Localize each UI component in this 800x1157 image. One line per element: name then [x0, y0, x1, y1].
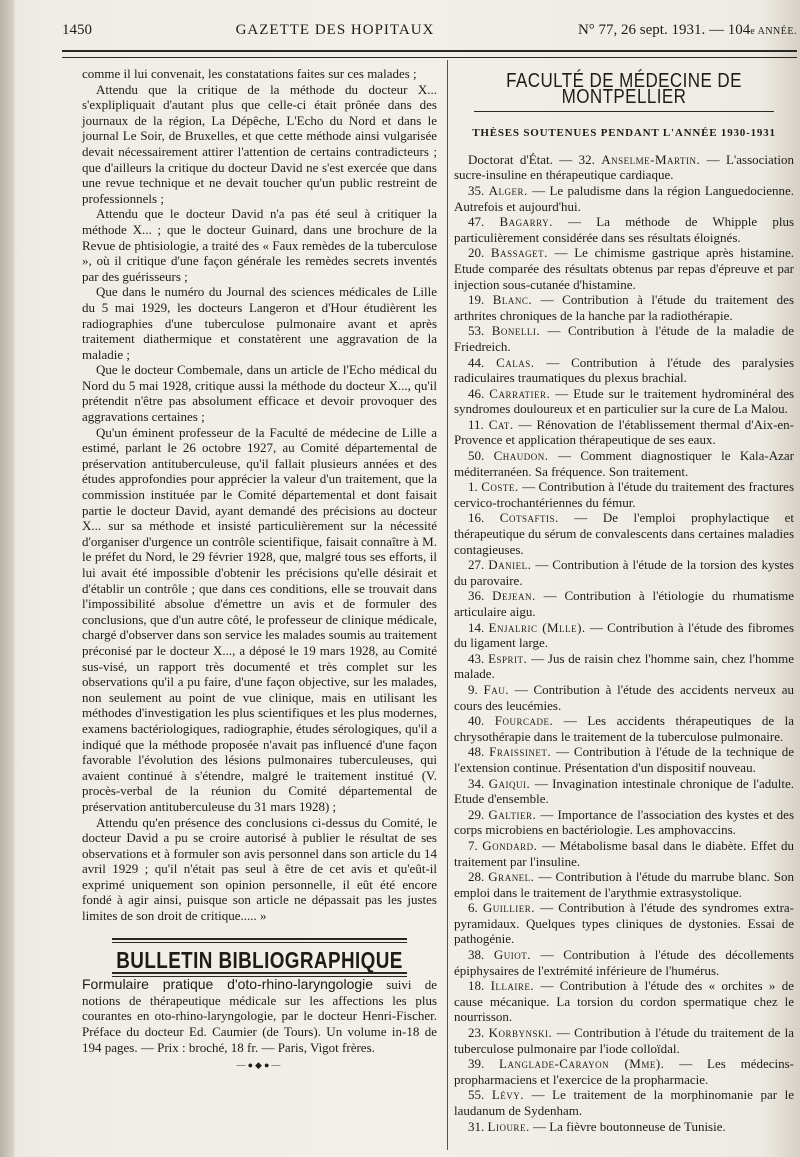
thesis-entry: [454, 479, 794, 510]
thesis-entry: [454, 1056, 794, 1087]
thesis-title-text: — Contribution à l'étude des paralysies radiculaires traumatiques du plexus brachial.: [454, 354, 794, 386]
thesis-author: Cat.: [488, 416, 514, 432]
thesis-title-text: — Rénovation de l'établissement thermal d'Aix-en-Provence et application thérapeutique de ses eaux.: [454, 416, 795, 448]
thesis-author: Lévy.: [491, 1087, 525, 1103]
left-paragraphs: [82, 66, 437, 924]
thesis-title-text: — Importance de l'association des kystes et des corps microbiens en bactériologie. Les amphovaccins.: [454, 806, 794, 838]
page-number: 1450: [62, 22, 92, 38]
thesis-title-text: — Contribution à l'étude des syndromes extra-pyramidaux. Quelques types cliniques de dystonies. Essai de pathogénie.: [454, 900, 795, 947]
thesis-entry: [454, 417, 794, 448]
thesis-title-text: — Contribution à l'étude du marrube blanc. Son emploi dans le traitement de l'arythmie extrasystolique.: [454, 869, 795, 900]
thesis-author: Blanc.: [492, 292, 533, 308]
thesis-title-text: — Le traitement de la morphinomanie par le laudanum de Sydenham.: [454, 1087, 794, 1118]
bulletin-rule: [112, 938, 407, 943]
thesis-number: Doctorat d'État. — 32.: [468, 151, 595, 167]
thesis-entry: [454, 651, 794, 682]
thesis-author: Coste.: [481, 479, 519, 495]
thesis-title-text: — Métabolisme basal dans le diabète. Effet du traitement par l'insuline.: [454, 837, 794, 869]
faculty-title: FACULTÉ DE MÉDECINE DE MONTPELLIER: [506, 70, 742, 108]
thesis-entry: [454, 869, 794, 900]
faculty-rule: [474, 111, 774, 112]
thesis-entry: [454, 183, 794, 214]
paragraph: Attendu que la critique de la méthode du docteur X... s'explipliquait d'autant plus que celle-ci était prônée dans des journaux de la région, La Dépêche, L'Echo du Nord et dans le journal Le Soir, de Bruxelles, et que cette méthode ainsi vulgarisée devait nécessairement attirer l'attention de certains contradicteurs ; que d'ailleurs la critique du docteur David ne s'est exercée que dans une revue technique et ne devait toucher qu'un public restreint de professionnels ;: [82, 81, 437, 206]
thesis-entry: [454, 1119, 794, 1135]
paragraph: Que dans le numéro du Journal des sciences médicales de Lille du 5 mai 1929, les docteurs Langeron et d'Hour étudièrent les radiographies d'une tuberculose pulmonaire avant et après traitement diathermique et constatèrent une aggravation de la maladie ;: [82, 284, 437, 362]
thesis-number: 31.: [468, 1118, 485, 1134]
issue-info: [578, 22, 797, 39]
paragraph: Attendu qu'en présence des conclusions ci-dessus du Comité, le docteur David a pu se croire autorisé à publier le résultat de ses observations et à formuler son avis personnel dans son article du 14 avril 1929 ; qu'il n'était pas seul à être de cet avis et qu'eût-il exprimé uniquement son opinion personnelle, il eût été encore fondé à agir ainsi, puisque son article ne dépassait pas les justes limites de son droit de critique..... »: [82, 814, 437, 924]
thesis-number: 23.: [468, 1025, 485, 1041]
thesis-entry: [454, 510, 794, 557]
thesis-author: Korbynski.: [488, 1025, 553, 1041]
thesis-number: 14.: [468, 619, 485, 635]
thesis-title-text: — La fièvre boutonneuse de Tunisie.: [532, 1118, 726, 1134]
book-description: suivi de notions de thérapeutique médicale sur les affections les plus courantes en oto-rhino-laryngologie, par le docteur Henri-Fischer. Préface du docteur Ed. Caumier (de Tours). Un volume in-18 de 194 pages. — Prix : broché, 18 fr. — Paris, Vigot frères.: [82, 977, 437, 1055]
bulletin-title: BULLETIN BIBLIOGRAPHIQUE: [116, 946, 403, 973]
thesis-author: Fau.: [483, 681, 509, 697]
thesis-title-text: — Etude sur le traitement hydrominéral des syndromes douloureux et en particulier sur la cure de La Malou.: [454, 385, 795, 417]
thesis-title-text: — Les accidents thérapeutiques de la chrysothérapie dans le traitement de la tuberculose pulmonaire.: [454, 713, 795, 744]
thesis-number: 27.: [468, 557, 485, 573]
thesis-number: 16.: [468, 510, 485, 526]
paragraph: Qu'un éminent professeur de la Faculté de médecine de Lille a estimé, parlant le 26 octobre 1927, au Comité départemental de préservation antituberculeuse, qu'il fallait plusieurs années et des études approfondies pour apprécier la valeur d'un traitement, que la commission instituée par le Comité départemental et dont faisait partie le docteur David, ayant demandé des précisions au docteur X... sur sa méthode et insisté particulièrement sur la nécessité d'organiser d'urgence un contrôle scientifique, faisait connaître à M. le préfet du Nord, le 29 février 1928, que, malgré tous ses efforts, il lui avait été impossible d'obtenir les précisions qu'elle désirait et d'établir un contrôle ; que dans ces conditions, elle se trouvait dans l'impossibilité absolue d'émettre un avis et de formuler des conclusions, que d'un autre côté, le professeur de clinique médicale, chargé d'observer dans son service les malades soumis au traitement préconisé par le docteur X..., a déposé le 19 mars 1928, au Comité sus-visé, un rapport très documenté et très complet sur les observations qu'il a pu faire, d'une façon objective, sur les malades, non seulement au point de vue clinique, mais en utilisant les méthodes d'investigation les plus scientifiques et les plus modernes, examens bactériologiques, radiographie, études sérologiques, qu'il a indiqué que la méthode proposée n'avait pas influencé d'une façon favorable l'évolution des lésions pulmonaires tuberculeuses, qui avaient continué à s'étendre, malgré le traitement institué (V. procès-verbal de la réunion du Comité départemental de préservation antituberculeuse du 31 mars 1928) ;: [82, 424, 437, 814]
thesis-entry: [454, 245, 794, 292]
thesis-author: Bagarry.: [499, 214, 553, 230]
thesis-author: Langlade-Carayon (Mme).: [499, 1056, 665, 1072]
right-column: [454, 66, 794, 1134]
thesis-entry: [454, 978, 794, 1025]
thesis-author: Guiot.: [493, 947, 532, 963]
thesis-number: 19.: [468, 292, 485, 308]
thesis-title-text: — Contribution à l'étude de la technique de l'extension continue. Présentation d'un dispositif nouveau.: [454, 744, 795, 775]
page-header: [62, 22, 797, 48]
binding-edge: [0, 0, 14, 1157]
issue-main: N° 77, 26 sept. 1931. — 104: [577, 22, 751, 38]
thesis-title-text: — Comment diagnostiquer le Kala-Azar méditerranéen. Sa fréquence. Son traitement.: [454, 448, 795, 479]
thesis-title-text: — Contribution à l'étude des « orchites » de cause mécanique. La torsion du cordon spermatique chez le nourrisson.: [454, 978, 795, 1025]
thesis-author: Carratier.: [489, 385, 551, 401]
thesis-entry: [454, 323, 794, 354]
thesis-title-text: — Jus de raisin chez l'homme sain, chez l'homme malade.: [454, 650, 795, 682]
thesis-entry: [454, 355, 794, 386]
paragraph: Que le docteur Combemale, dans un article de l'Echo médical du Nord du 5 mai 1928, critique aussi la méthode du docteur X..., qu'il prétendit n'être pas absolument efficace et devoir provoquer des aggravations certaines ;: [82, 362, 437, 425]
thesis-number: 50.: [468, 448, 485, 464]
thesis-author: Cotsaftis.: [499, 510, 559, 526]
journal-title: GAZETTE DES HOPITAUX: [235, 22, 435, 38]
thesis-author: Alger.: [488, 182, 528, 198]
thesis-number: 29.: [468, 806, 485, 822]
thesis-number: 43.: [468, 650, 485, 666]
thesis-title-text: — La méthode de Whipple plus particulièrement considérée dans ses résultats éloignés.: [454, 214, 795, 245]
thesis-author: Dejean.: [492, 588, 536, 604]
theses-title: THÈSES SOUTENUES PENDANT L'ANNÉE 1930-1931: [472, 127, 776, 140]
thesis-number: 38.: [468, 947, 485, 963]
thesis-author: Chaudon.: [493, 448, 549, 464]
paragraph: Attendu que le docteur David n'a pas été seul à critiquer la méthode X... ; que le docteur Guinard, dans une brochure de la Revue de phtisiologie, a traité des « Faux remèdes de la tuberculose », où il critique d'une façon générale les remèdes secrets inventés par des guérisseurs ;: [82, 206, 437, 284]
thesis-entry: [454, 744, 794, 775]
thesis-number: 11.: [468, 416, 484, 432]
thesis-author: Fraissinet.: [489, 744, 552, 760]
thesis-entry: [454, 838, 794, 869]
thesis-number: 28.: [468, 869, 485, 885]
thesis-number: 18.: [468, 978, 485, 994]
thesis-entry: [454, 620, 794, 651]
thesis-title-text: — Contribution à l'étude du traitement des arthrites chroniques de la hanche par la radiothérapie.: [454, 292, 794, 323]
thesis-author: Granel.: [488, 869, 535, 885]
thesis-number: 9.: [468, 681, 478, 697]
thesis-author: Galtier.: [488, 806, 537, 822]
thesis-entry: [454, 448, 794, 479]
thesis-title-text: — Contribution à l'étude des décollements épiphysaires de l'extrémité inférieure de l'humérus.: [454, 947, 794, 978]
thesis-title-text: — Contribution à l'étude du traitement des fractures cervico-trochantériennes du fémur.: [454, 479, 795, 510]
thesis-author: Gaiqui.: [488, 775, 531, 791]
thesis-entry: [454, 713, 794, 744]
thesis-number: 40.: [468, 713, 485, 729]
thesis-number: 53.: [468, 323, 485, 339]
thesis-author: Guillier.: [482, 900, 535, 916]
theses-list: [454, 152, 794, 1134]
thesis-author: Daniel.: [488, 557, 532, 573]
thesis-entry: [454, 682, 794, 713]
thesis-title-text: — Contribution à l'étude des accidents nerveux au cours des leucémies.: [454, 681, 794, 713]
thesis-entry: [454, 152, 794, 183]
thesis-entry: [454, 947, 794, 978]
thesis-entry: [454, 557, 794, 588]
thesis-author: Esprit.: [488, 650, 528, 666]
thesis-title-text: — Contribution à l'étude des fibromes du ligament large.: [454, 619, 794, 651]
thesis-author: Bassaget.: [490, 245, 548, 261]
thesis-author: Bonelli.: [491, 323, 541, 339]
thesis-author: Enjalric (Mlle).: [488, 619, 586, 635]
thesis-number: 48.: [468, 744, 485, 760]
thesis-number: 46.: [468, 385, 485, 401]
thesis-title-text: — Le chimisme gastrique après histamine. Etude comparée des résultats obtenus par repas d'épreuve et par injection sous-cutanée d'histamine.: [454, 245, 795, 292]
thesis-author: Gondard.: [482, 837, 538, 853]
thesis-number: 20.: [468, 245, 485, 261]
thesis-number: 44.: [468, 354, 485, 370]
thesis-entry: [454, 588, 794, 619]
thesis-entry: [454, 292, 794, 323]
thesis-number: 55.: [468, 1087, 485, 1103]
thesis-entry: [454, 900, 794, 947]
column-divider: [447, 60, 448, 1150]
thesis-entry: [454, 1087, 794, 1118]
thesis-author: Calas.: [496, 354, 535, 370]
book-entry: [82, 977, 437, 1055]
thesis-title-text: — Les médecins-propharmaciens et l'exercice de la propharmacie.: [454, 1056, 794, 1087]
thesis-title-text: — Contribution à l'étude de la maladie de Friedreich.: [454, 323, 794, 354]
thesis-title-text: — Le paludisme dans la région Languedocienne. Autrefois et aujourd'hui.: [454, 182, 794, 214]
thesis-entry: [454, 386, 794, 417]
thesis-title-text: — Contribution à l'étiologie du rhumatisme articulaire aigu.: [454, 588, 795, 619]
thesis-title-text: — De l'emploi prophylactique et thérapeutique du sérum de convalescents dans certaines maladies contagieuses.: [454, 510, 795, 557]
thesis-number: 35.: [468, 182, 485, 198]
thesis-entry: [454, 807, 794, 838]
thesis-entry: [454, 776, 794, 807]
thesis-number: 36.: [468, 588, 485, 604]
thesis-title-text: — Invagination intestinale chronique de l'adulte. Etude d'ensemble.: [454, 775, 795, 807]
thesis-number: 34.: [468, 775, 485, 791]
thesis-number: 47.: [468, 214, 485, 230]
thesis-number: 7.: [468, 837, 478, 853]
thesis-number: 6.: [468, 900, 478, 916]
thesis-author: Anselme-Martin.: [601, 151, 701, 167]
thesis-number: 39.: [468, 1056, 485, 1072]
thesis-title-text: — Contribution à l'étude du traitement de la tuberculose pulmonaire par l'iode colloïdal.: [454, 1025, 795, 1056]
thesis-author: Illaire.: [490, 978, 535, 994]
thesis-number: 1.: [468, 479, 478, 495]
thesis-title-text: — L'association sucre-insuline en thérapeutique cardiaque.: [454, 151, 795, 183]
issue-year: e ANNÉE.: [750, 26, 797, 37]
thesis-author: Fourcade.: [494, 713, 554, 729]
book-title: Formulaire pratique d'oto-rhino-laryngologie: [82, 976, 374, 993]
thesis-author: Lioure.: [487, 1118, 530, 1134]
thesis-entry: [454, 1025, 794, 1056]
thesis-title-text: — Contribution à l'étude de la torsion des kystes du parovaire.: [454, 557, 794, 588]
left-column: [82, 66, 437, 1074]
ornament: —●◆●—: [236, 1060, 283, 1071]
header-rule: [62, 50, 797, 58]
paragraph: comme il lui convenait, les constatations faites sur ces malades ;: [82, 66, 417, 81]
thesis-entry: [454, 214, 794, 245]
